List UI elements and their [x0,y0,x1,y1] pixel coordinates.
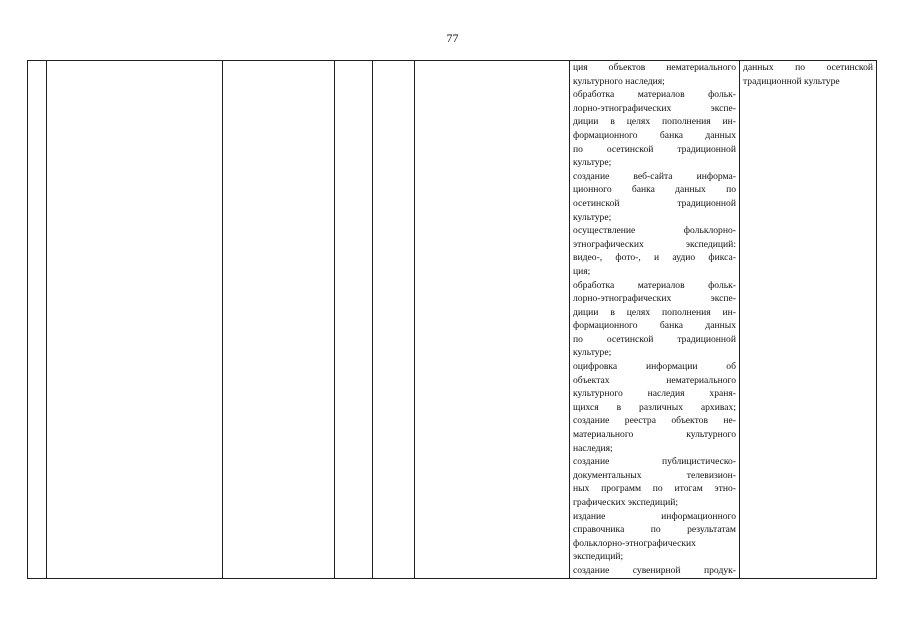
text-line: ционного банка данных по [573,184,736,196]
text-line: культуре; [573,347,612,359]
text-line: по осетинской традиционной [573,333,736,345]
cell-start-year [335,61,373,579]
text-line: лорно-этнографических экспе- [573,102,736,114]
text-line: формационного банка данных [573,129,736,141]
text-line: щихся в различных архивах; [573,401,736,413]
text-line: документальных телевизион- [573,469,736,481]
text-line: видео-, фото-, и аудио фикса- [573,252,736,264]
result-text [740,61,876,88]
cell-expected-result [415,61,570,579]
text-line: осетинской традиционной [573,197,736,209]
text-line: диции в целях пополнения ин- [573,306,736,318]
text-line: фольклорно-этнографических [573,537,696,549]
document-table [27,60,877,579]
activities-text [570,61,739,578]
text-line: традиционной культуре [743,75,840,87]
text-line: диции в целях пополнения ин- [573,116,736,128]
text-line: культурного наследия; [573,75,665,87]
cell-end-year [373,61,415,579]
text-line: ных программ по итогам этно- [573,483,736,495]
text-line: лорно-этнографических экспе- [573,293,736,305]
cell-result [740,61,877,579]
text-line: данных по осетинской [743,62,873,73]
text-line: ция; [573,265,591,277]
text-line: обработка материалов фольк- [573,279,736,291]
text-line: формационного банка данных [573,320,736,332]
text-line: этнографических экспедиций: [573,238,736,250]
text-line: создание сувенирной продук- [573,564,736,576]
cell-name [47,61,223,579]
text-line: осуществление фольклорно- [573,225,736,237]
cell-number [28,61,47,579]
text-line: наследия; [573,442,613,454]
cell-activities [570,61,740,579]
text-line: экспедиций; [573,551,624,563]
page-number: 77 [446,31,459,45]
table-row [28,61,877,579]
text-line: культурного наследия храня- [573,388,736,400]
cell-executor [223,61,335,579]
text-line: культуре; [573,157,612,169]
text-line: создание публицистическо- [573,456,736,468]
text-line: оцифровка информации об [573,361,736,373]
text-line: культуре; [573,211,612,223]
text-line: издание информационного [573,510,736,522]
text-line: создание веб-сайта информа- [573,170,736,182]
text-line: объектах нематериального [573,374,736,386]
text-line: создание реестра объектов не- [573,415,736,427]
text-line: ция объектов нематериального [573,62,736,73]
text-line: справочника по результатам [573,524,736,536]
text-line: графических экспедиций; [573,497,679,508]
text-line: по осетинской традиционной [573,143,736,155]
text-line: обработка материалов фольк- [573,89,736,101]
text-line: материального культурного [573,429,736,441]
